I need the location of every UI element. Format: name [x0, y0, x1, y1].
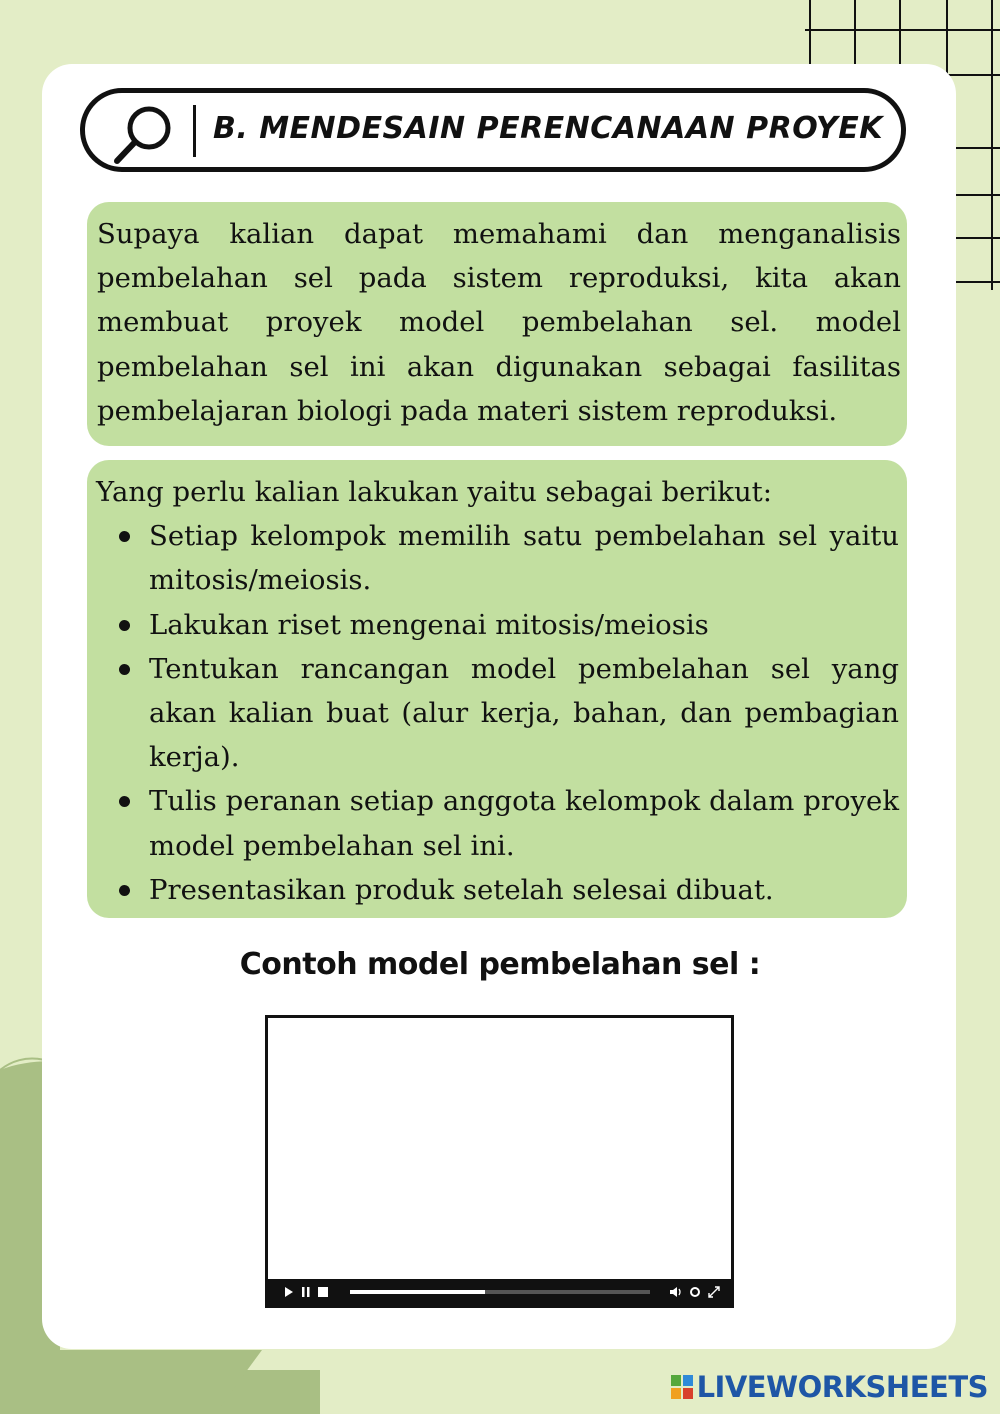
- list-item: Tulis peranan setiap anggota kelompok dalam proyek model pembelahan sel ini.: [96, 779, 899, 867]
- list-item: Lakukan riset mengenai mitosis/meiosis: [96, 603, 899, 647]
- bullet-icon: [119, 620, 130, 631]
- liveworksheets-logo-icon: [671, 1375, 693, 1399]
- bullet-icon: [119, 796, 130, 807]
- pause-icon[interactable]: [302, 1287, 310, 1297]
- brand-text: LIVEWORKSHEETS: [696, 1370, 988, 1404]
- list-item: Presentasikan produk setelah selesai dibuat.: [96, 868, 899, 912]
- intro-panel: [87, 202, 907, 446]
- progress-track[interactable]: [350, 1290, 650, 1294]
- bullet-icon: [119, 531, 130, 542]
- bullet-icon: [119, 664, 130, 675]
- progress-fill: [350, 1290, 485, 1294]
- example-heading: Contoh model pembelahan sel :: [239, 947, 761, 982]
- volume-icon[interactable]: [670, 1286, 682, 1298]
- stop-icon[interactable]: [318, 1287, 328, 1297]
- intro-text: Supaya kalian dapat memahami dan menganalisis pembelahan sel pada sistem reproduksi, kita akan membuat proyek model pembelahan sel. model pembelahan sel ini akan digunakan sebagai fasilitas pembelajaran biologi pada materi sistem reproduksi.: [97, 218, 901, 427]
- play-icon[interactable]: [284, 1287, 294, 1297]
- video-player[interactable]: [265, 1015, 734, 1308]
- list-item: Setiap kelompok memilih satu pembelahan sel yaitu mitosis/meiosis.: [96, 514, 899, 602]
- tasks-lead: Yang perlu kalian lakukan yaitu sebagai berikut:: [96, 476, 772, 508]
- tasks-panel: [87, 460, 907, 918]
- video-controls: [268, 1279, 731, 1305]
- section-title: B. MENDESAIN PERENCANAAN PROYEK: [213, 111, 883, 146]
- settings-icon[interactable]: [689, 1286, 701, 1298]
- search-icon: [111, 103, 177, 165]
- list-item: Tentukan rancangan model pembelahan sel yang akan kalian buat (alur kerja, bahan, dan pembagian kerja).: [96, 647, 899, 780]
- bullet-icon: [119, 885, 130, 896]
- brand-logo: [671, 1370, 988, 1404]
- title-divider: [193, 105, 196, 157]
- section-title-bar: [80, 88, 906, 172]
- tasks-list: [96, 514, 899, 912]
- fullscreen-icon[interactable]: [708, 1286, 720, 1298]
